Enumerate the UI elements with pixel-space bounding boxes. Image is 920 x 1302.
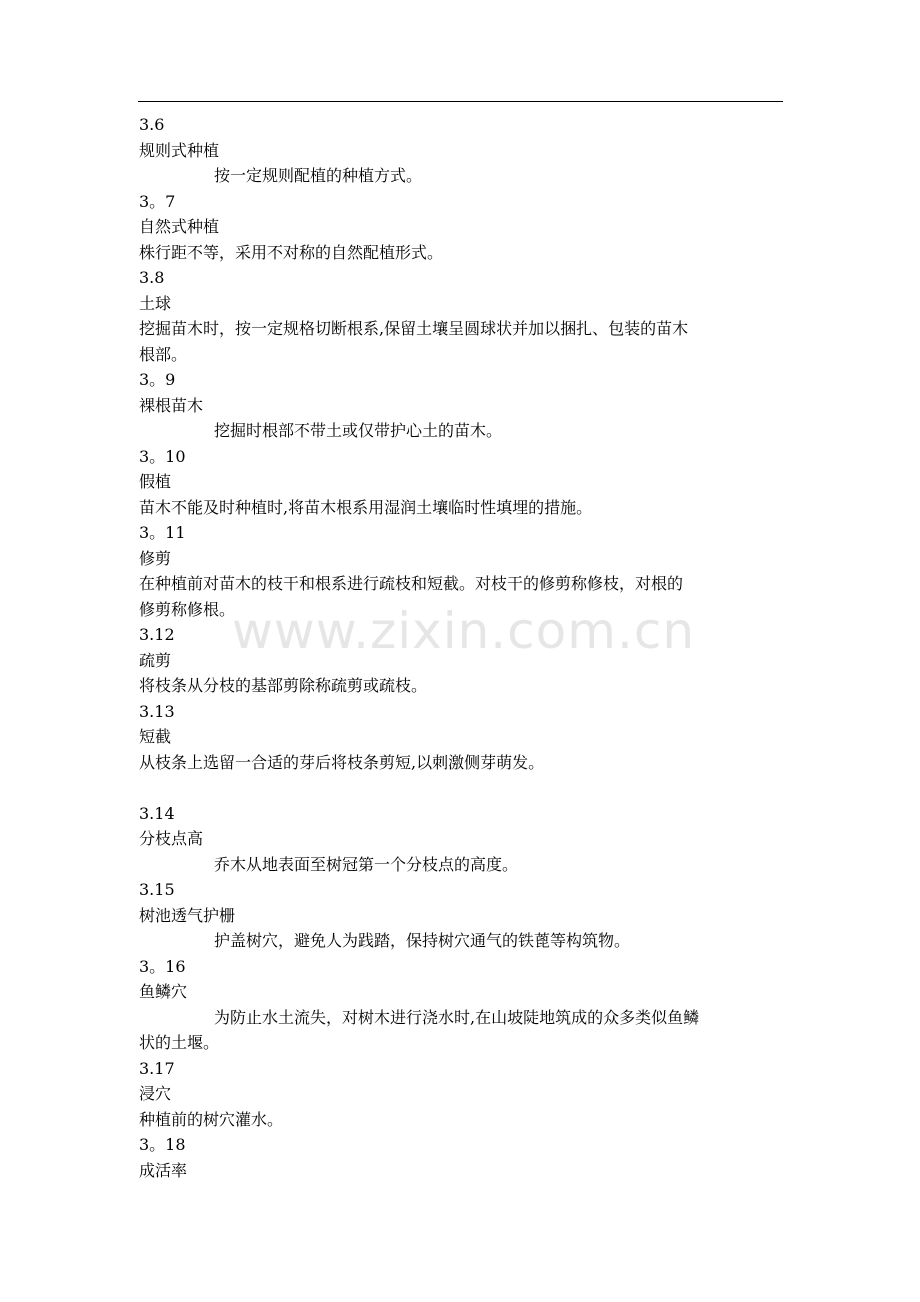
definition-text: 挖掘时根部不带土或仅带护心土的苗木。: [214, 421, 503, 440]
term-title: 裸根苗木: [139, 395, 204, 415]
definition-entry: [139, 801, 784, 878]
section-number: 3。18: [139, 1135, 186, 1154]
term-title: 疏剪: [139, 650, 172, 670]
term-title: 自然式种植: [139, 217, 220, 236]
term-title: 鱼鳞穴: [139, 982, 188, 1001]
definition-text: 从枝条上选留一合适的芽后将枝条剪短,以刺激侧芽萌发。: [139, 752, 545, 772]
document-body: [139, 112, 784, 1183]
definition-text: 苗木不能及时种植时,将苗木根系用湿润土壤临时性填埋的措施。: [139, 497, 593, 517]
definition-text: 为防止水土流失，对树木进行浇水时,在山坡陡地筑成的众多类似鱼鳞: [214, 1007, 700, 1027]
definition-entry: [139, 699, 784, 776]
definition-text: 修剪称修根。: [139, 599, 236, 619]
definition-text: 挖掘苗木时，按一定规格切断根系,保留土壤呈圆球状并加以捆扎、包装的苗木: [139, 319, 689, 338]
definition-entry: [139, 1132, 784, 1183]
section-number: 3。11: [139, 523, 186, 542]
definition-entry: [139, 520, 784, 622]
term-title: 土球: [139, 293, 172, 313]
definition-text: 乔木从地表面至树冠第一个分枝点的高度。: [214, 854, 519, 874]
definition-text: 种植前的树穴灌水。: [139, 1109, 284, 1129]
section-number: 3.17: [139, 1058, 175, 1078]
definition-entry: [139, 622, 784, 699]
definition-text: 护盖树穴，避免人为践踏，保持树穴通气的铁蓖等构筑物。: [214, 931, 631, 950]
section-number: 3.12: [139, 625, 175, 644]
term-title: 浸穴: [139, 1084, 172, 1103]
term-title: 假植: [139, 472, 172, 491]
definition-entry: [139, 877, 784, 954]
definitions-block-1: [139, 112, 784, 775]
section-number: 3。7: [139, 191, 176, 211]
term-title: 规则式种植: [139, 140, 220, 160]
definition-entry: [139, 954, 784, 1056]
section-number: 3。16: [139, 956, 186, 976]
definition-entry: [139, 189, 784, 266]
definition-entry: [139, 367, 784, 444]
section-number: 3.15: [139, 880, 175, 899]
definition-entry: [139, 1056, 784, 1133]
definition-text: 状的土堰。: [139, 1033, 220, 1052]
term-title: 分枝点高: [139, 829, 204, 848]
paragraph-gap: [139, 775, 784, 801]
definition-entry: [139, 444, 784, 521]
section-number: 3。10: [139, 446, 186, 466]
definition-text: 按一定规则配植的种植方式。: [214, 166, 423, 185]
definition-text: 将枝条从分枝的基部剪除称疏剪或疏枝。: [139, 676, 428, 695]
definition-text: 根部。: [139, 344, 188, 364]
term-title: 树池透气护栅: [139, 905, 236, 925]
section-number: 3.6: [139, 115, 165, 134]
definition-entry: [139, 112, 784, 189]
term-title: 短截: [139, 727, 172, 746]
section-number: 3。9: [139, 370, 176, 389]
header-rule: [138, 101, 783, 102]
section-number: 3.14: [139, 803, 175, 823]
section-number: 3.8: [139, 268, 165, 287]
watermark: www.zixin.com.cn: [232, 602, 696, 660]
term-title: 成活率: [139, 1160, 188, 1180]
term-title: 修剪: [139, 548, 172, 568]
definition-text: 在种植前对苗木的枝干和根系进行疏枝和短截。对枝干的修剪称修枝，对根的: [139, 574, 684, 593]
definitions-block-2: [139, 801, 784, 1184]
definition-text: 株行距不等，采用不对称的自然配植形式。: [139, 242, 444, 262]
definition-entry: [139, 265, 784, 367]
section-number: 3.13: [139, 701, 175, 721]
